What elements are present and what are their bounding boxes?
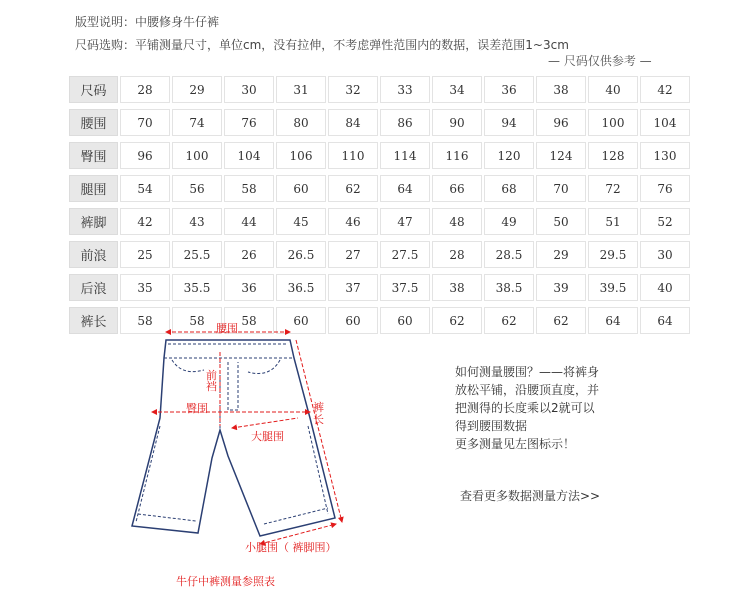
table-row <box>69 274 690 301</box>
table-cell: 50 <box>536 208 586 235</box>
table-cell: 29 <box>536 241 586 268</box>
table-cell: 60 <box>380 307 430 334</box>
thigh-label: 大腿围 <box>251 430 284 443</box>
table-cell: 58 <box>120 307 170 334</box>
table-cell: 60 <box>328 307 378 334</box>
table-cell: 100 <box>172 142 222 169</box>
table-cell: 25 <box>120 241 170 268</box>
hem-label: 小腿围（ 裤脚围） <box>245 541 337 554</box>
table-cell: 62 <box>536 307 586 334</box>
table-cell: 30 <box>224 76 274 103</box>
table-row <box>69 142 690 169</box>
table-cell: 32 <box>328 76 378 103</box>
table-cell: 104 <box>640 109 690 136</box>
table-row <box>69 109 690 136</box>
table-cell: 64 <box>588 307 638 334</box>
table-cell: 114 <box>380 142 430 169</box>
shorts-measure-diagram <box>120 318 360 588</box>
table-cell: 34 <box>432 76 482 103</box>
table-cell: 44 <box>224 208 274 235</box>
row-header: 前浪 <box>69 241 118 268</box>
style-description: 版型说明：中腰修身牛仔裤 <box>75 15 220 29</box>
table-cell: 28 <box>120 76 170 103</box>
table-cell: 64 <box>640 307 690 334</box>
table-cell: 84 <box>328 109 378 136</box>
table-cell: 33 <box>380 76 430 103</box>
table-cell: 40 <box>588 76 638 103</box>
more-measure-methods-link[interactable]: 查看更多数据测量方法>> <box>460 489 601 503</box>
measure-tip-line: 得到腰围数据 <box>455 419 528 433</box>
waist-label: 腰围 <box>216 322 238 335</box>
table-cell: 70 <box>120 109 170 136</box>
table-cell: 68 <box>484 175 534 202</box>
table-cell: 56 <box>172 175 222 202</box>
length-label: 裤长 <box>313 401 324 426</box>
table-cell: 94 <box>484 109 534 136</box>
table-cell: 96 <box>536 109 586 136</box>
table-cell: 60 <box>276 307 326 334</box>
table-cell: 62 <box>484 307 534 334</box>
table-cell: 48 <box>432 208 482 235</box>
table-cell: 106 <box>276 142 326 169</box>
hip-label: 臀围 <box>186 402 208 415</box>
waist-measure-tip <box>455 363 599 453</box>
row-header: 后浪 <box>69 274 118 301</box>
table-cell: 36 <box>224 274 274 301</box>
table-cell: 96 <box>120 142 170 169</box>
table-cell: 39 <box>536 274 586 301</box>
table-cell: 104 <box>224 142 274 169</box>
table-cell: 52 <box>640 208 690 235</box>
table-cell: 29.5 <box>588 241 638 268</box>
table-row <box>69 208 690 235</box>
table-cell: 58 <box>224 307 274 334</box>
table-row <box>69 175 690 202</box>
table-cell: 70 <box>536 175 586 202</box>
table-cell: 62 <box>432 307 482 334</box>
table-cell: 35 <box>120 274 170 301</box>
row-header: 尺码 <box>69 76 118 103</box>
table-cell: 58 <box>172 307 222 334</box>
table-cell: 128 <box>588 142 638 169</box>
table-cell: 35.5 <box>172 274 222 301</box>
table-cell: 30 <box>640 241 690 268</box>
table-cell: 42 <box>640 76 690 103</box>
table-cell: 38 <box>536 76 586 103</box>
shorts-illustration <box>120 318 360 573</box>
table-cell: 26.5 <box>276 241 326 268</box>
diagram-caption: 牛仔中裤测量参照表 <box>176 575 275 588</box>
table-cell: 49 <box>484 208 534 235</box>
table-cell: 76 <box>224 109 274 136</box>
measure-tip-line: 更多测量见左图标示！ <box>455 437 576 451</box>
table-cell: 76 <box>640 175 690 202</box>
table-cell: 51 <box>588 208 638 235</box>
table-cell: 110 <box>328 142 378 169</box>
measure-tip-line: 把测得的长度乘以2就可以 <box>455 401 595 415</box>
table-cell: 130 <box>640 142 690 169</box>
table-cell: 31 <box>276 76 326 103</box>
table-cell: 90 <box>432 109 482 136</box>
table-cell: 86 <box>380 109 430 136</box>
front-rise-label: 前裆 <box>206 369 217 393</box>
table-cell: 74 <box>172 109 222 136</box>
table-cell: 37.5 <box>380 274 430 301</box>
table-cell: 25.5 <box>172 241 222 268</box>
table-row <box>69 76 690 103</box>
table-cell: 28.5 <box>484 241 534 268</box>
table-cell: 46 <box>328 208 378 235</box>
table-cell: 100 <box>588 109 638 136</box>
measure-tip-line: 如何测量腰围？——将裤身 <box>455 365 600 379</box>
measure-tip-line: 放松平铺，沿腰顶直度，并 <box>455 383 600 397</box>
table-cell: 72 <box>588 175 638 202</box>
size-table <box>67 70 692 340</box>
table-cell: 38 <box>432 274 482 301</box>
table-cell: 124 <box>536 142 586 169</box>
table-cell: 66 <box>432 175 482 202</box>
table-cell: 58 <box>224 175 274 202</box>
table-row <box>69 241 690 268</box>
row-header: 腿围 <box>69 175 118 202</box>
row-header: 臀围 <box>69 142 118 169</box>
table-cell: 60 <box>276 175 326 202</box>
table-cell: 40 <box>640 274 690 301</box>
table-cell: 64 <box>380 175 430 202</box>
table-cell: 54 <box>120 175 170 202</box>
table-cell: 80 <box>276 109 326 136</box>
table-cell: 116 <box>432 142 482 169</box>
table-cell: 37 <box>328 274 378 301</box>
table-cell: 43 <box>172 208 222 235</box>
table-cell: 62 <box>328 175 378 202</box>
row-header: 腰围 <box>69 109 118 136</box>
table-cell: 47 <box>380 208 430 235</box>
row-header: 裤脚 <box>69 208 118 235</box>
table-cell: 26 <box>224 241 274 268</box>
table-cell: 45 <box>276 208 326 235</box>
table-cell: 27.5 <box>380 241 430 268</box>
table-cell: 39.5 <box>588 274 638 301</box>
table-cell: 36 <box>484 76 534 103</box>
table-cell: 27 <box>328 241 378 268</box>
size-selection-note: 尺码选购：平铺测量尺寸，单位cm，没有拉伸，不考虑弹性范围内的数据，误差范围1~3cm <box>75 38 569 52</box>
table-cell: 28 <box>432 241 482 268</box>
shorts-outline <box>132 340 335 536</box>
row-header: 裤长 <box>69 307 118 334</box>
table-cell: 120 <box>484 142 534 169</box>
table-cell: 38.5 <box>484 274 534 301</box>
table-cell: 42 <box>120 208 170 235</box>
size-reference-note: — 尺码仅供参考 — <box>548 54 652 68</box>
table-cell: 29 <box>172 76 222 103</box>
table-cell: 36.5 <box>276 274 326 301</box>
